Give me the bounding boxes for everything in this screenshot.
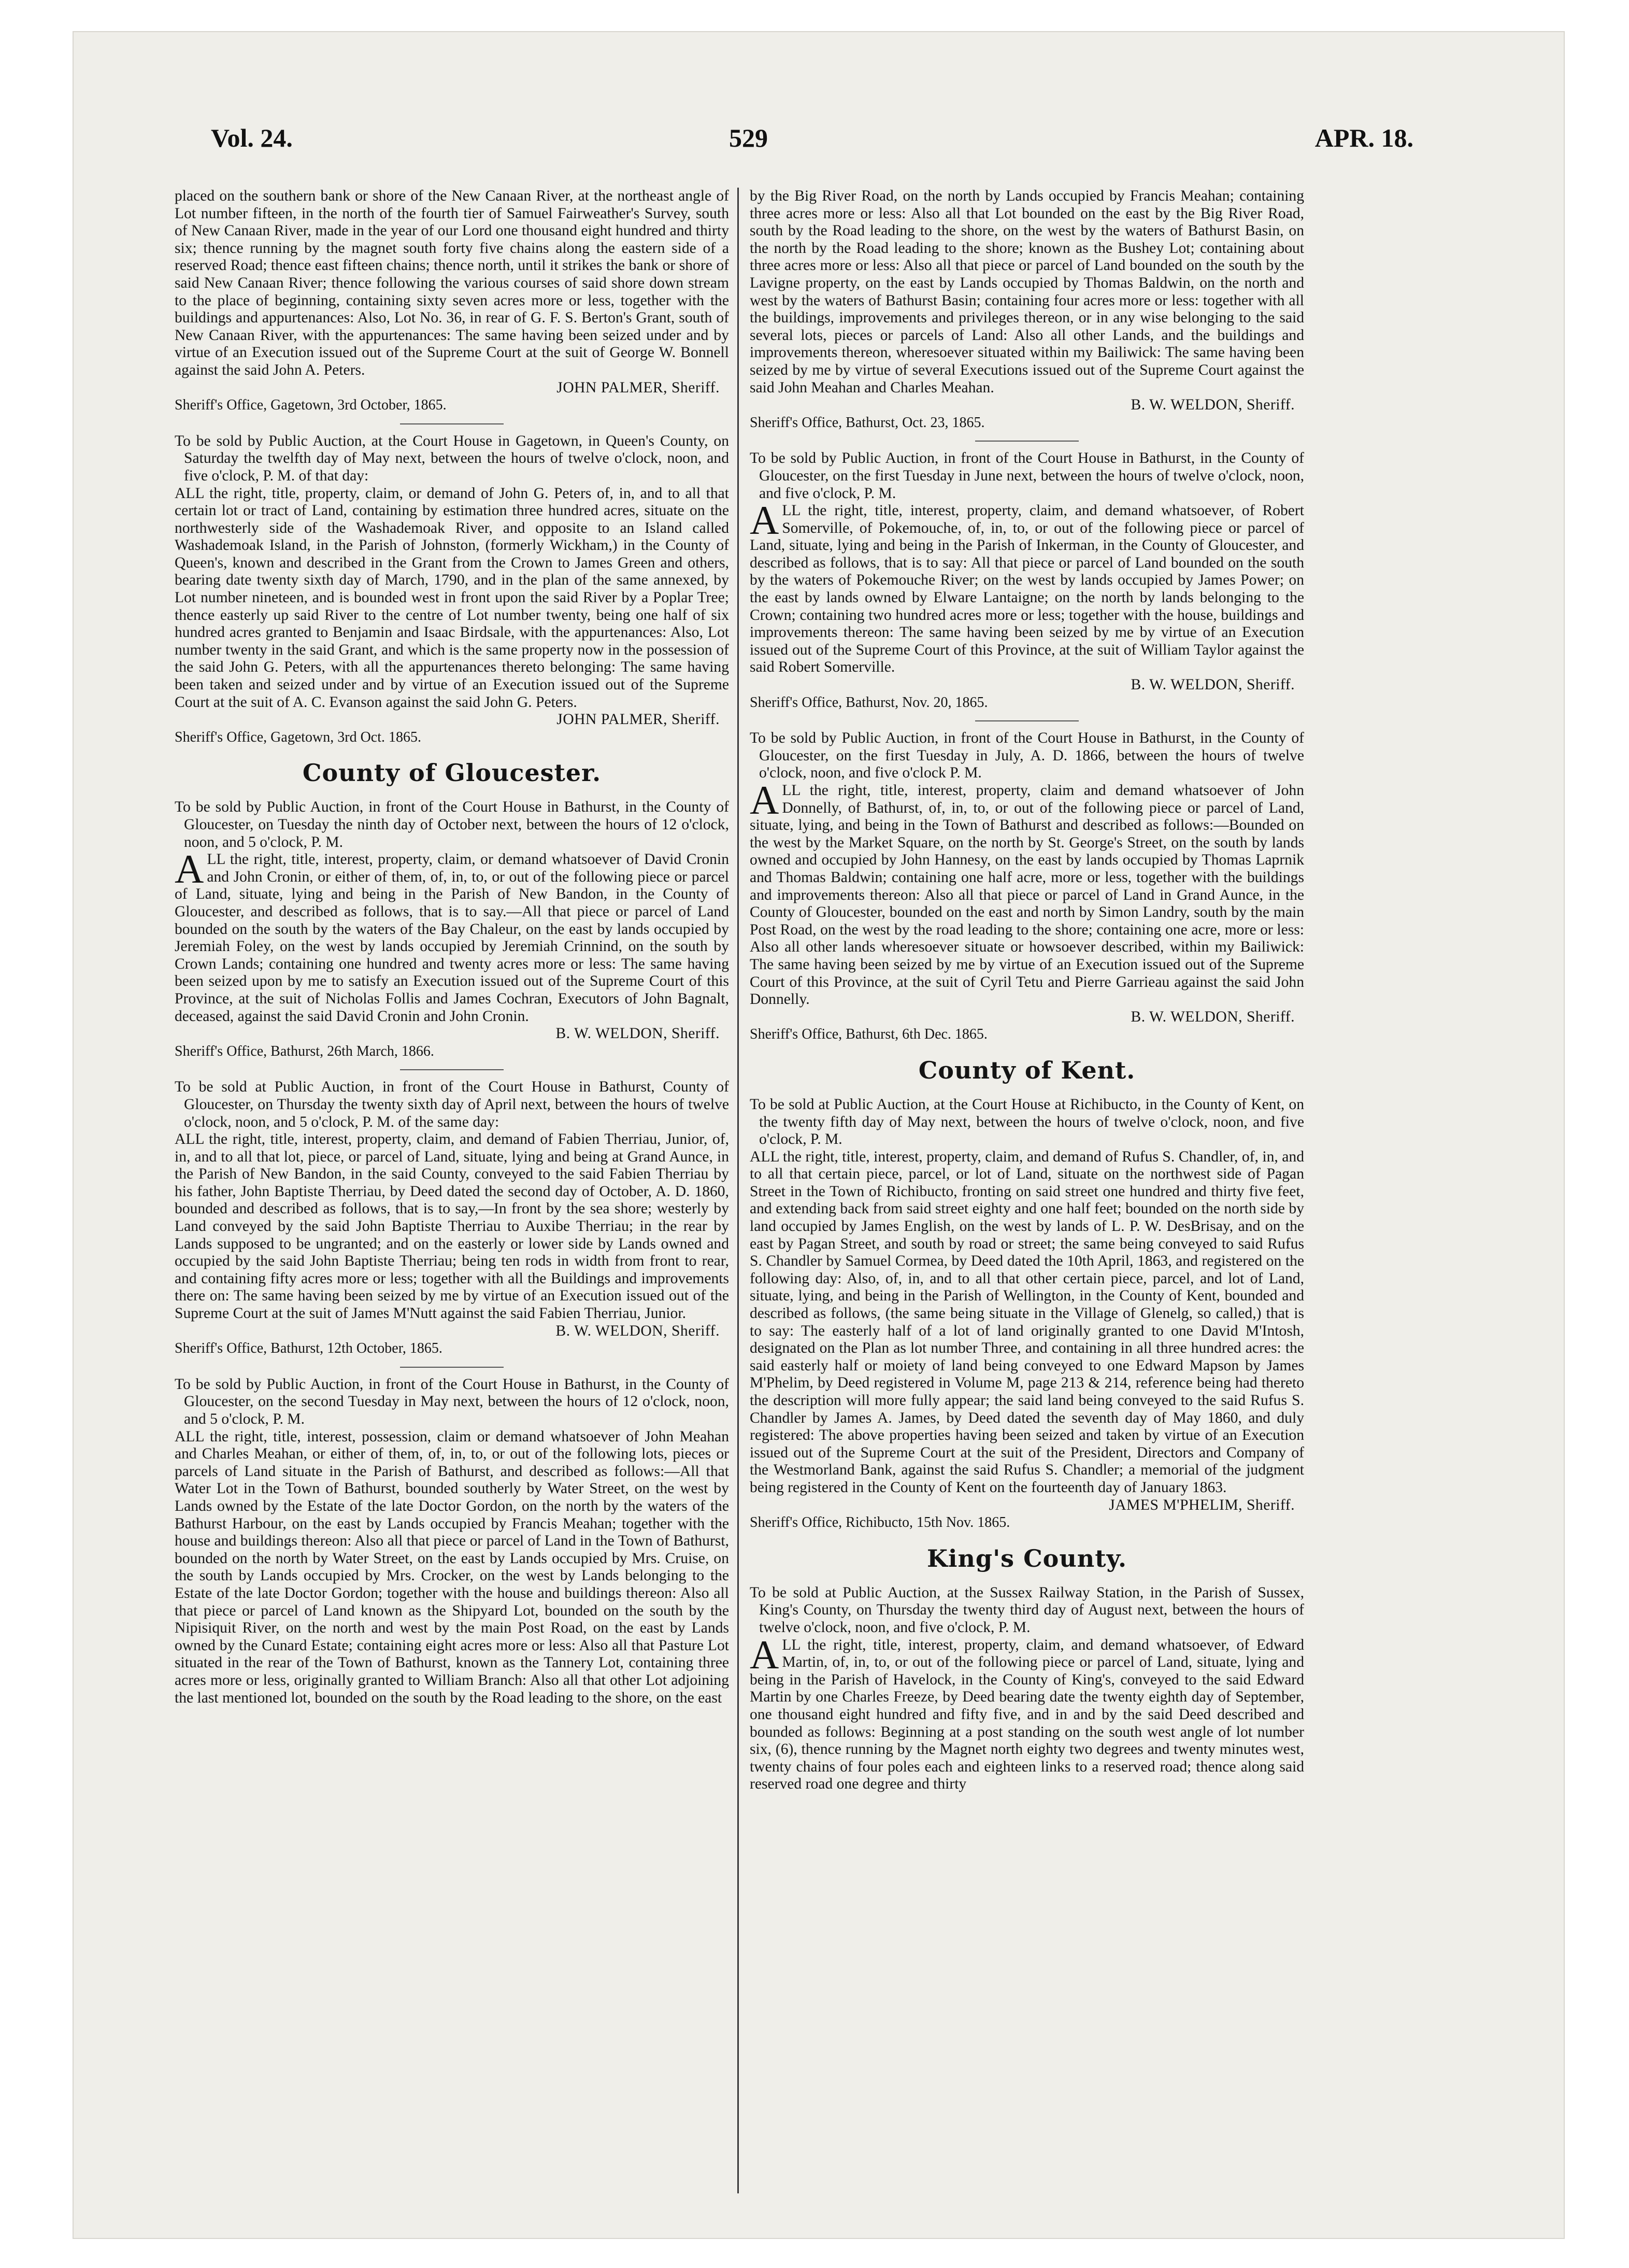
separator-rule — [975, 441, 1079, 442]
separator-rule — [400, 423, 504, 424]
notice-donnelly — [750, 730, 1304, 1043]
notice-intro: To be sold by Public Auction, in front of the Court House in Bathurst, in the County of Gloucester, on Tuesday the ninth day of October next, between the hours of 12 o'clock, noon, and 5 o'clock, P. M. — [175, 799, 729, 850]
sheriff-signature: JOHN PALMER, Sheriff. — [556, 379, 720, 396]
notice-chandler — [750, 1096, 1304, 1532]
notice-body-wrap — [175, 846, 729, 1025]
notice-body: ALL the right, title, property, claim, or demand of John G. Peters of, in, and to all that certain lot or tract of Land, containing by estimation three hundred acres, situate on the northwesterly side of the Washademoak River, and opposite to an Island called Washademoak Island, in the Parish of Johnston, (formerly Wickham,) in the County of Queen's, known and described in the Grant from the Crown to James Green and others, bearing date twenty sixth day of March, 1790, and in the plan of the same annexed, by Lot number nineteen, and is bounded west in front upon the said River by a Poplar Tree; thence easterly up said River to the centre of Lot number twenty, being one half of six hundred acres granted to Benjamin and Isaac Birdsale, with the appurtenances: Also, Lot number twenty in the said Grant, and which is the same property now in the possession of the said John G. Peters, with all the appurtenances thereto belonging: The same having been taken and seized under and by virtue of an Execution issued out of the Supreme Court at the suit of A. C. Evanson against the said John G. Peters. — [175, 485, 729, 711]
right-column — [750, 188, 1304, 1793]
sheriff-office-date: Sheriff's Office, Bathurst, 6th Dec. 1865. — [750, 1026, 988, 1043]
sheriff-signature: B. W. WELDON, Sheriff. — [1131, 396, 1295, 414]
page-header — [74, 123, 1564, 164]
sheriff-office-date: Sheriff's Office, Gagetown, 3rd October, 1865. — [175, 397, 447, 414]
notice-body: ALL the right, title, interest, possession, claim or demand whatsoever of John Meahan and Charles Meahan, or either of them, of, in, to, or out of the following lots, pieces or parcels of Land situate in the Parish of Bathurst, and described as follows:—All that Water Lot in the Town of Bathurst, bounded southerly by Water Street, on the west by Lands owned by the Estate of the late Doctor Gordon, on the north by the waters of the Bathurst Harbour, on the east by Lands occupied by Francis Meahan; together with the house and buildings thereon: Also all that piece or parcel of Land in the Town of Bathurst, bounded on the north by Water Street, on the east by Lands occupied by Mrs. Cruise, on the south by Lands occupied by Mrs. Crocker, on the west by Lands belonging to the Estate of the late Doctor Gordon; together with the house and buildings thereon: Also all that piece or parcel of Land known as the Shipyard Lot, bounded on the south by the Nipisiquit River, on the north and west by the main Post Road, on the east by Lands owned by the Cunard Estate; containing eight acres more or less: Also all that Pasture Lot situated in the rear of the Town of Bathurst, known as the Tannery Lot, containing three acres more or less, originally granted to William Branch: Also all that other Lot adjoining the last mentioned lot, bounded on the south by the Road leading to the shore, on the east — [175, 1428, 729, 1706]
notice-intro: To be sold by Public Auction, in front of the Court House in Bathurst, in the County of Gloucester, on the second Tuesday in May next, between the hours of 12 o'clock, noon, and 5 o'clock, P. M. — [175, 1376, 729, 1427]
notice-body-wrap — [750, 777, 1304, 1009]
notice-martin — [750, 1584, 1304, 1793]
sheriff-office-date: Sheriff's Office, Bathurst, Oct. 23, 1865. — [750, 414, 985, 431]
notice-body: by the Big River Road, on the north by Lands occupied by Francis Meahan; containing three acres more or less: Also all that Lot bounded on the east by the Big River Road, south by the Road leading to the shore, on the west by the waters of Bathurst Basin, on the north by the Road leading to the shore; known as the Bushey Lot; containing about three acres more or less: Also all that piece or parcel of Land bounded on the south by the Lavigne property, on the east by Lands occupied by Thomas Baldwin, on the north and west by the waters of Bathurst Basin; containing four acres more or less: together with all the buildings, improvements and privileges thereon, or in any wise belonging to the said several lots, pieces or parcels of Land: Also all other Lands, and the buildings and improvements thereon, wheresoever situated within my Bailiwick: The same having been seized by me by virtue of several Executions issued out of the Supreme Court against the said John Meahan and Charles Meahan. — [750, 188, 1304, 396]
notice-cronin — [175, 799, 729, 1060]
notice-body: placed on the southern bank or shore of the New Canaan River, at the northeast angle of Lot number fifteen, in the north of the fourth tier of Samuel Fairweather's Survey, south of New Canaan River, made in the year of our Lord one thousand eight hundred and thirty six; thence running by the magnet south forty five chains along the eastern side of a reserved Road; thence east fifteen chains; thence north, until it strikes the bank or shore of said New Canaan River; thence following the various courses of said shore down stream to the place of beginning, containing sixty seven acres more or less, together with the buildings and appurtenances: Also, Lot No. 36, in rear of G. F. S. Berton's Grant, south of New Canaan River, with the appurtenances: The same having been seized under and by virtue of an Execution issued out of the Supreme Court at the suit of George W. Bonnell against the said John A. Peters. — [175, 188, 729, 378]
notice-intro: To be sold at Public Auction, in front of the Court House in Bathurst, County of Gloucester, on Thursday the twenty sixth day of April next, between the hours of twelve o'clock, noon, and 5 o'clock, P. M. of the same day: — [175, 1079, 729, 1130]
sheriff-office-date: Sheriff's Office, Gagetown, 3rd Oct. 1865. — [175, 729, 422, 745]
notice-intro: To be sold by Public Auction, at the Court House in Gagetown, in Queen's County, on Saturday the twelfth day of May next, between the hours of twelve o'clock, noon, and five o'clock, P. M. of that day: — [175, 432, 729, 484]
sheriff-office-date: Sheriff's Office, Bathurst, 12th October, 1865. — [175, 1340, 442, 1357]
sheriff-signature: B. W. WELDON, Sheriff. — [555, 1025, 720, 1042]
issue-date: APR. 18. — [1314, 123, 1413, 152]
drop-cap: A — [750, 777, 779, 823]
notice-body: ALL the right, title, interest, property, claim, and demand of Rufus S. Chandler, of, in, and to all that certain piece, parcel, or lot of Land, situate on the northwest side of Pagan Street in the Town of Richibucto, fronting on said street one hundred and thirty five feet, and extending back from said street eighty and one half feet; bounded on the north side by land occupied by James English, on the west by lands of L. P. W. DesBrisay, and on the east by Pagan Street, and south by road or street; the same being conveyed to said Rufus S. Chandler by Samuel Cormea, by Deed dated the 10th April, 1863, and registered on the following day: Also, of, in, and to all that other certain piece, parcel, and lot of Land, situate, lying, and being in the Parish of Wellington, in the County of Kent, bounded and described as follows, (the same being situate in the Village of Glenelg, so called,) that is to say: The easterly half of a lot of land originally granted to one David M'Intosh, designated on the Plan as lot number Three, and containing in all three hundred acres: the said easterly half or moiety of land being conveyed to one Edward Mapson by James M'Phelim, by Deed registered in Volume M, page 213 & 214, reference being had thereto the description will more fully appear; the said land being conveyed to the said Rufus S. Chandler by James A. James, by Deed dated the seventh day of May 1860, and duly registered: The above properties having been seized and taken by virtue of an Execution issued out of the Supreme Court at the suit of the President, Directors and Company of the Westmorland Bank, against the said Rufus S. Chandler; a memorial of the judgment being registered in the County of Kent on the fourteenth day of January 1863. — [750, 1148, 1304, 1496]
notice-therriau — [175, 1079, 729, 1357]
sheriff-office-date: Sheriff's Office, Richibucto, 15th Nov. 1865. — [750, 1514, 1010, 1531]
notice-body-wrap — [750, 498, 1304, 676]
notice-body: ALL the right, title, interest, property, claim, and demand of Fabien Therriau, Junior, of, in, and to all that lot, piece, or parcel of Land, situate, lying and being at Grand Aunce, in the Parish of New Bandon, in the said County, conveyed to the said Fabien Therriau by his father, John Baptiste Therriau, by Deed dated the second day of October, A. D. 1860, bounded and described as follows, that is to say,—In front by the sea shore; westerly by Land conveyed by the said John Baptiste Therriau to Auxibe Therriau; in the rear by Lands supposed to be ungranted; and on the easterly or lower side by Lands owned and occupied by the said John Baptiste Therriau; being ten rods in width from front to rear, and containing fifty acres more or less; together with all the Buildings and improvements there on: The same having been seized by me by virtue of an Execution issued out of the Supreme Court at the suit of James M'Nutt against the said Fabien Therriau, Junior. — [175, 1131, 729, 1322]
drop-cap: A — [175, 846, 204, 892]
notice-body: LL the right, title, interest, property, claim and demand whatsoever of John Donnelly, of Bathurst, of, in, to, or out of the following piece or parcel of Land, situate, lying, and being in the Town of Bathurst and described as follows:—Bounded on the west by the Market Square, on the north by St. George's Street, on the south by lands owned and occupied by John Hannesy, on the east by lands occupied by Thomas Laprnik and Thomas Baldwin; containing one half acre, more or less, together with the buildings and improvements thereon: Also all that piece or parcel of Land in Grand Aunce, in the County of Gloucester, bounded on the east and north by Simon Landry, south by the main Post Road, on the west by the road leading to the shore; containing one acre, more or less: Also all other lands wheresoever situate or howsoever described, within my Bailiwick: The same having been seized by me by virtue of an Execution issued out of the Supreme Court of this Province, at the suit of Cyril Tetu and Pierre Garrieau against the said John Donnelly. — [750, 782, 1304, 1008]
sheriff-signature: B. W. WELDON, Sheriff. — [555, 1322, 720, 1339]
sheriff-signature: JAMES M'PHELIM, Sheriff. — [1109, 1496, 1295, 1513]
sheriff-office-date: Sheriff's Office, Bathurst, 26th March, 1866. — [175, 1043, 434, 1059]
notice-body: LL the right, title, interest, property, claim, and demand whatsoever, of Robert Somerville, of Pokemouche, of, in, to, or out of the following piece or parcel of Land, situate, lying and being in the Parish of Inkerman, in the County of Gloucester, and described as follows, that is to say: All that piece or parcel of Land bounded on the south by the waters of Pokemouche River; on the west by lands occupied by James Power; on the east by lands owned by Elware Lantaigne; on the north by lands belonging to the Crown; containing two hundred acres more or less; together with the house, buildings and improvements thereon: The same having been seized by me by virtue of an Execution issued out of the Supreme Court of this Province, at the suit of William Taylor against the said Robert Somerville. — [750, 502, 1304, 676]
column-divider — [737, 188, 739, 2193]
notice-somerville — [750, 450, 1304, 711]
drop-cap: A — [750, 1632, 779, 1677]
notice-intro: To be sold at Public Auction, at the Sussex Railway Station, in the Parish of Sussex, King's County, on Thursday the twenty third day of August next, between the hours of twelve o'clock, noon, and five o'clock, P. M. — [750, 1584, 1304, 1636]
left-column — [175, 188, 729, 1707]
page-number: 529 — [729, 123, 768, 152]
sheriff-signature: JOHN PALMER, Sheriff. — [556, 711, 720, 728]
notice-intro: To be sold by Public Auction, in front of the Court House in Bathurst, in the County of Gloucester, on the first Tuesday in July, A. D. 1866, between the hours of twelve o'clock, noon, and five o'clock P. M. — [750, 730, 1304, 782]
notice-intro: To be sold by Public Auction, in front of the Court House in Bathurst, in the County of Gloucester, on the first Tuesday in June next, between the hours of twelve o'clock, noon, and five o'clock, P. M. — [750, 450, 1304, 502]
notice-meahan — [175, 1376, 729, 1707]
notice-body: LL the right, title, interest, property, claim, and demand whatsoever, of Edward Martin, of, in, to, or out of the following piece or parcel of Land, situate, lying and being in the Parish of Havelock, in the County of King's, conveyed to the said Edward Martin by one Charles Freeze, by Deed bearing date the twenty eighth day of September, one thousand eight hundred and fifty five, and in and by the said Deed described and bounded as follows: Beginning at a post standing on the south west angle of lot number six, (6), thence running by the Magnet north eighty two degrees and twenty minutes west, twenty chains of four poles each and eighteen links to a reserved road; thence along said reserved road one degree and thirty — [750, 1636, 1304, 1793]
sheriff-office-date: Sheriff's Office, Bathurst, Nov. 20, 1865. — [750, 694, 988, 711]
drop-cap: A — [750, 498, 779, 543]
notice-canaan-continued — [175, 188, 729, 414]
county-heading-kings: King's County. — [927, 1544, 1127, 1572]
notice-peters — [175, 433, 729, 746]
notice-meahan-continued — [750, 188, 1304, 431]
newspaper-page — [73, 31, 1565, 2239]
notice-body-wrap — [750, 1632, 1304, 1793]
volume-label: Vol. 24. — [211, 123, 293, 152]
separator-rule — [975, 720, 1079, 721]
separator-rule — [400, 1069, 504, 1070]
sheriff-signature: B. W. WELDON, Sheriff. — [1131, 1008, 1295, 1025]
county-heading-kent: County of Kent. — [918, 1056, 1136, 1084]
county-heading-gloucester: County of Gloucester. — [302, 759, 602, 787]
notice-intro: To be sold at Public Auction, at the Court House at Richibucto, in the County of Kent, on the twenty fifth day of May next, between the hours of twelve o'clock, noon, and five o'clock, P. M. — [750, 1096, 1304, 1148]
sheriff-signature: B. W. WELDON, Sheriff. — [1131, 676, 1295, 693]
notice-body: LL the right, title, interest, property, claim, or demand whatsoever of David Cronin and John Cronin, or either of them, of, in, to, or out of the following piece or parcel of Land, situate, lying and being in the Parish of New Bandon, in the County of Gloucester, and described as follows, that is to say.—All that piece or parcel of Land bounded on the south by the waters of the Bay Chaleur, on the east by lands occupied by Jeremiah Foley, on the west by lands occupied by Jeremiah Crinnind, on the south by Crown Lands; containing one hundred and twenty acres more or less: The same having been seized upon by me to satisfy an Execution issued out of the Supreme Court of this Province, at the suit of Nicholas Follis and James Cochran, Executors of John Bagnalt, deceased, against the said David Cronin and John Cronin. — [175, 851, 729, 1025]
separator-rule — [400, 1367, 504, 1368]
